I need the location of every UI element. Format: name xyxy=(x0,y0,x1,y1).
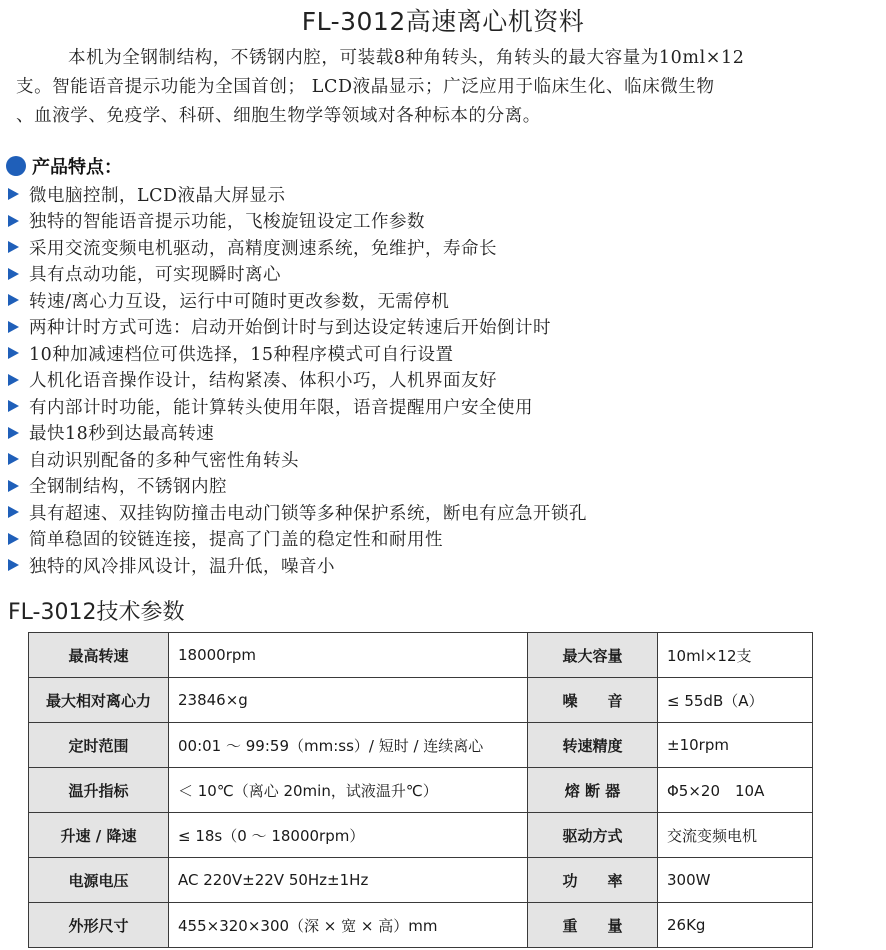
spec-label: 重 量 xyxy=(528,903,658,948)
spec-value: ＜ 10℃（离心 20min，试液温升℃） xyxy=(169,768,528,813)
table-row xyxy=(29,633,813,678)
spec-value: 300W xyxy=(658,858,813,903)
intro-line: 、血液学、免疫学、科研、细胞生物学等领域对各种标本的分离。 xyxy=(16,106,541,126)
feature-item: 采用交流变频电机驱动，高精度测速系统，免维护，寿命长 xyxy=(8,234,587,261)
feature-item: 独特的智能语音提示功能，飞梭旋钮设定工作参数 xyxy=(8,208,587,235)
spec-label: 最高转速 xyxy=(29,633,169,678)
spec-value: 交流变频电机 xyxy=(658,813,813,858)
spec-value: 18000rpm xyxy=(169,633,528,678)
feature-item: 微电脑控制，LCD液晶大屏显示 xyxy=(8,181,587,208)
triangle-bullet-icon xyxy=(8,347,19,359)
spec-label: 驱动方式 xyxy=(528,813,658,858)
intro-line: 本机为全钢制结构，不锈钢内腔，可装载8种角转头，角转头的最大容量为10ml×12 xyxy=(68,48,745,68)
feature-item: 具有点动功能，可实现瞬时离心 xyxy=(8,261,587,288)
spec-label: 升速 / 降速 xyxy=(29,813,169,858)
triangle-bullet-icon xyxy=(8,453,19,465)
intro-line: 支。智能语音提示功能为全国首创； LCD液晶显示；广泛应用于临床生化、临床微生物 xyxy=(16,77,715,97)
spec-value: ≤ 18s（0 ～ 18000rpm） xyxy=(169,813,528,858)
spec-value: ≤ 55dB（A） xyxy=(658,678,813,723)
spec-value: 10ml×12支 xyxy=(658,633,813,678)
spec-section-title: FL-3012技术参数 xyxy=(8,600,185,625)
feature-item: 转速/离心力互设，运行中可随时更改参数，无需停机 xyxy=(8,287,587,314)
spec-label: 定时范围 xyxy=(29,723,169,768)
feature-item: 独特的风冷排风设计，温升低，噪音小 xyxy=(8,552,587,579)
intro-paragraph xyxy=(16,44,876,131)
table-row xyxy=(29,723,813,768)
triangle-bullet-icon xyxy=(8,294,19,306)
spec-value: 23846×g xyxy=(169,678,528,723)
feature-item: 具有超速、双挂钩防撞击电动门锁等多种保护系统，断电有应急开锁孔 xyxy=(8,499,587,526)
features-list xyxy=(8,181,587,579)
features-heading xyxy=(6,153,122,179)
triangle-bullet-icon xyxy=(8,241,19,253)
feature-item: 有内部计时功能，能计算转头使用年限，语音提醒用户安全使用 xyxy=(8,393,587,420)
feature-item: 两种计时方式可选：启动开始倒计时与到达设定转速后开始倒计时 xyxy=(8,314,587,341)
triangle-bullet-icon xyxy=(8,215,19,227)
spec-value: AC 220V±22V 50Hz±1Hz xyxy=(169,858,528,903)
spec-label: 功 率 xyxy=(528,858,658,903)
spec-label: 外形尺寸 xyxy=(29,903,169,948)
spec-label: 最大容量 xyxy=(528,633,658,678)
spec-label: 最大相对离心力 xyxy=(29,678,169,723)
spec-label: 温升指标 xyxy=(29,768,169,813)
table-row xyxy=(29,903,813,948)
table-row xyxy=(29,858,813,903)
triangle-bullet-icon xyxy=(8,559,19,571)
spec-label: 转速精度 xyxy=(528,723,658,768)
feature-item: 人机化语音操作设计，结构紧凑、体积小巧，人机界面友好 xyxy=(8,367,587,394)
page-title: FL-3012高速离心机资料 xyxy=(301,7,585,36)
feature-item: 自动识别配备的多种气密性角转头 xyxy=(8,446,587,473)
triangle-bullet-icon xyxy=(8,374,19,386)
spec-table xyxy=(28,632,813,948)
feature-item: 简单稳固的铰链连接，提高了门盖的稳定性和耐用性 xyxy=(8,526,587,553)
table-row xyxy=(29,678,813,723)
spec-label: 电源电压 xyxy=(29,858,169,903)
triangle-bullet-icon xyxy=(8,268,19,280)
spec-value: 455×320×300（深 × 宽 × 高）mm xyxy=(169,903,528,948)
features-heading-label: 产品特点： xyxy=(32,157,122,178)
spec-label: 熔 断 器 xyxy=(528,768,658,813)
spec-value: ±10rpm xyxy=(658,723,813,768)
spec-value: 26Kg xyxy=(658,903,813,948)
triangle-bullet-icon xyxy=(8,321,19,333)
triangle-bullet-icon xyxy=(8,400,19,412)
triangle-bullet-icon xyxy=(8,427,19,439)
table-row xyxy=(29,768,813,813)
spec-value: 00:01 ～ 99:59（mm:ss）/ 短时 / 连续离心 xyxy=(169,723,528,768)
spec-label: 噪 音 xyxy=(528,678,658,723)
triangle-bullet-icon xyxy=(8,506,19,518)
feature-item: 最快18秒到达最高转速 xyxy=(8,420,587,447)
feature-item: 全钢制结构，不锈钢内腔 xyxy=(8,473,587,500)
spec-value: Φ5×20 10A xyxy=(658,768,813,813)
bullet-dot-icon xyxy=(6,156,26,176)
table-row xyxy=(29,813,813,858)
triangle-bullet-icon xyxy=(8,480,19,492)
triangle-bullet-icon xyxy=(8,533,19,545)
feature-item: 10种加减速档位可供选择，15种程序模式可自行设置 xyxy=(8,340,587,367)
triangle-bullet-icon xyxy=(8,188,19,200)
